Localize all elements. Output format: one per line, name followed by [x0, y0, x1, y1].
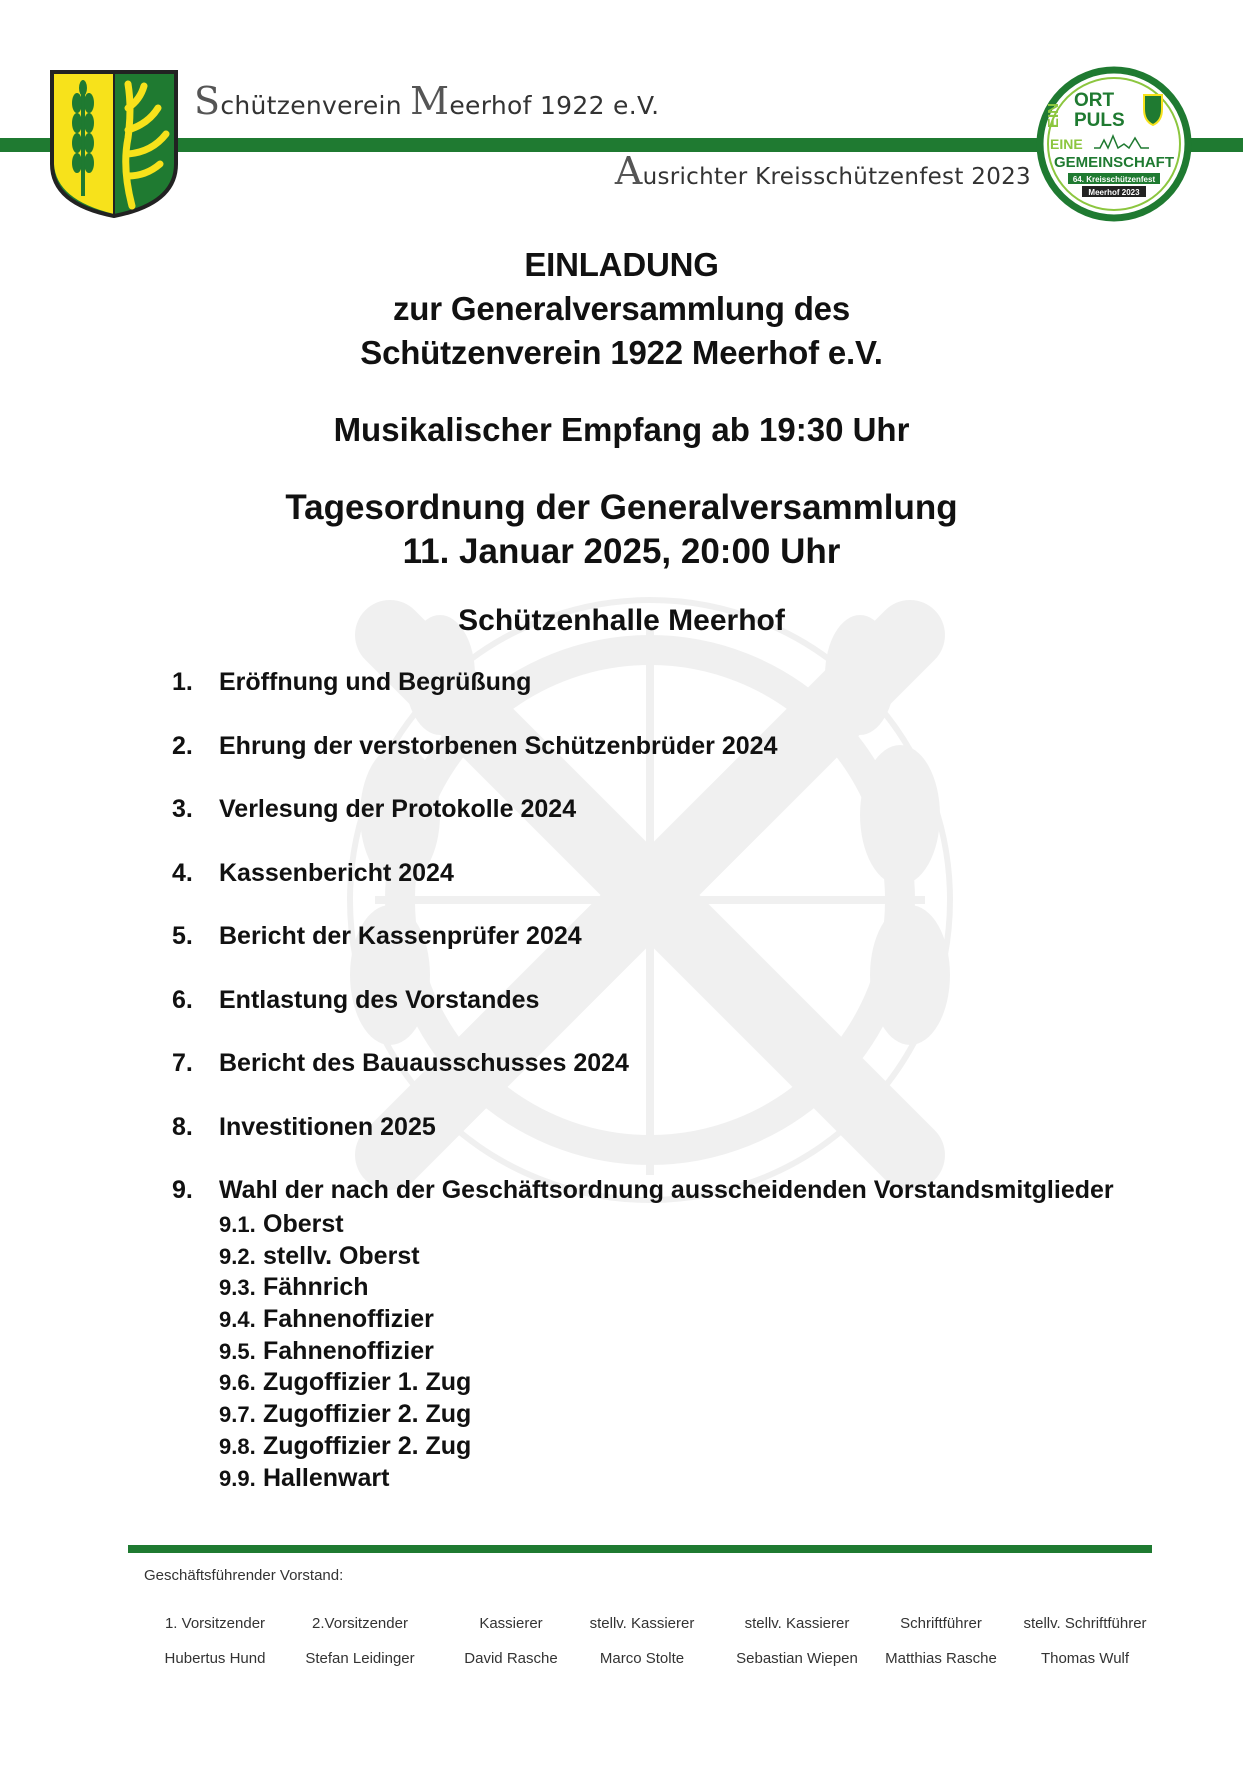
board-member: stellv. Schriftführer Thomas Wulf [1023, 1615, 1147, 1667]
board-members [140, 1615, 1160, 1675]
svg-text:ORT: ORT [1074, 90, 1115, 111]
agenda-item: 1. Eröffnung und Begrüßung [172, 668, 532, 696]
election-sublist [219, 1210, 471, 1495]
agenda-item: 9. Wahl der nach der Geschäftsordnung ausscheidenden Vorstandsmitglieder [172, 1176, 1114, 1204]
board-member: stellv. Kassierer Marco Stolte [589, 1615, 695, 1667]
svg-text:EIN: EIN [1045, 102, 1062, 128]
coat-of-arms-icon [48, 68, 180, 220]
agenda-item: 8. Investitionen 2025 [172, 1112, 436, 1141]
svg-text:GEMEINSCHAFT: GEMEINSCHAFT [1054, 154, 1174, 171]
agenda-item: 3. Verlesung der Protokolle 2024 [172, 795, 577, 823]
board-member: 1. Vorsitzender Hubertus Hund [164, 1615, 266, 1667]
agenda-item: 2. Ehrung der verstorbenen Schützenbrüder 2024 [172, 731, 778, 760]
sub-item: 9.7. Zugoffizier 2. Zug [219, 1400, 472, 1429]
agenda-item: 4. Kassenbericht 2024 [172, 858, 454, 887]
svg-text:64. Kreisschützenfest: 64. Kreisschützenfest [1072, 175, 1156, 184]
footer-green-bar [128, 1545, 1152, 1553]
board-member: 2.Vorsitzender Stefan Leidinger [305, 1615, 415, 1667]
sub-item: 9.6. Zugoffizier 1. Zug [219, 1368, 472, 1397]
agenda-item: 7. Bericht des Bauausschusses 2024 [172, 1049, 629, 1077]
sub-item: 9.4. Fahnenoffizier [219, 1305, 434, 1334]
board-title: Geschäftsführender Vorstand: [144, 1567, 344, 1584]
board-member: stellv. Kassierer Sebastian Wiepen [736, 1615, 858, 1667]
svg-text:Meerhof 2023: Meerhof 2023 [1088, 188, 1140, 197]
venue: Schützenhalle Meerhof [458, 604, 785, 637]
sub-item: 9.8. Zugoffizier 2. Zug [219, 1431, 472, 1460]
agenda-heading: Tagesordnung der Generalversammlung 11. Januar 2025, 20:00 Uhr [285, 488, 958, 571]
sub-item: 9.1. Oberst [219, 1210, 344, 1238]
host-line: Ausrichter Kreisschützenfest 2023 [614, 149, 1031, 193]
agenda-item: 6. Entlastung des Vorstandes [172, 985, 540, 1014]
kreisschuetzenfest-logo-icon [1036, 66, 1192, 222]
svg-text:PULS: PULS [1074, 110, 1125, 131]
sub-item: 9.5. Fahnenoffizier [219, 1336, 434, 1365]
svg-text:EINE: EINE [1050, 136, 1083, 152]
reception-line: Musikalischer Empfang ab 19:30 Uhr [333, 411, 910, 448]
sub-item: 9.9. Hallenwart [219, 1463, 390, 1492]
invitation-title: EINLADUNG zur Generalversammlung des Schützenverein 1922 Meerhof e.V. [360, 246, 883, 371]
club-name: Schützenverein Meerhof 1922 e.V. [194, 79, 660, 123]
agenda-item: 5. Bericht der Kassenprüfer 2024 [172, 922, 582, 950]
board-member: Kassierer David Rasche [464, 1615, 558, 1667]
board-member: Schriftführer Matthias Rasche [885, 1615, 997, 1667]
sub-item: 9.2. stellv. Oberst [219, 1241, 420, 1270]
sub-item: 9.3. Fähnrich [219, 1273, 369, 1302]
agenda-list [172, 668, 1172, 1492]
